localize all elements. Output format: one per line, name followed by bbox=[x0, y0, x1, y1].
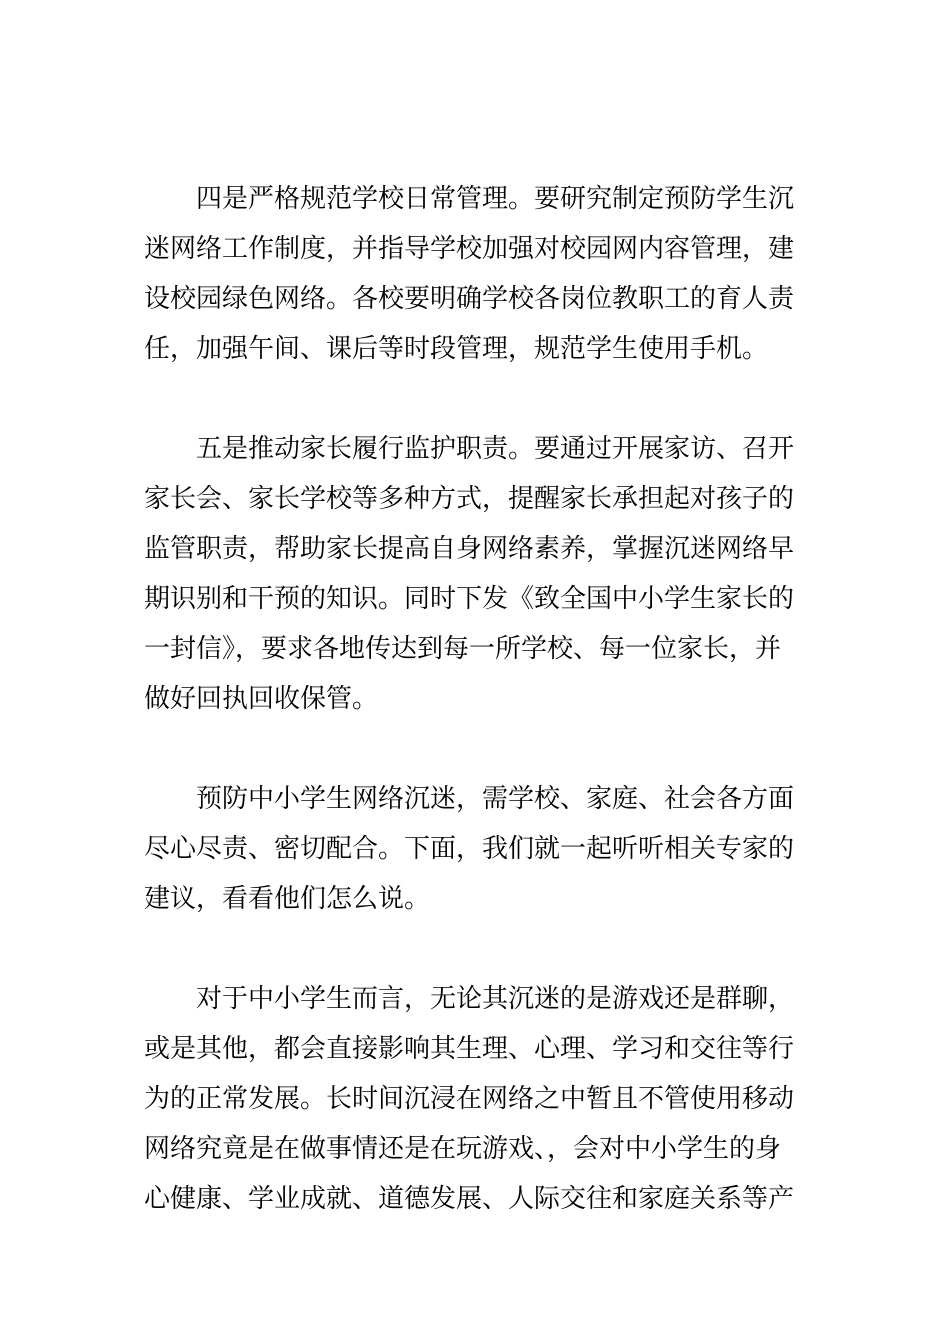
paragraph-line: 为的正常发展。长时间沉浸在网络之中暂且不管使用移动 bbox=[144, 1084, 795, 1114]
paragraph-line: 网络究竟是在做事情还是在玩游戏、，会对中小学生的身 bbox=[144, 1134, 782, 1164]
paragraph-line: 迷网络工作制度，并指导学校加强对校园网内容管理，建 bbox=[144, 234, 795, 264]
paragraph-line: 或是其他，都会直接影响其生理、心理、学习和交往等行 bbox=[144, 1034, 795, 1064]
paragraph-line: 尽心尽责、密切配合。下面，我们就一起听听相关专家的 bbox=[144, 834, 795, 864]
paragraph-line: 设校园绿色网络。各校要明确学校各岗位教职工的育人责 bbox=[144, 284, 795, 314]
paragraph-line: 四是严格规范学校日常管理。要研究制定预防学生沉 bbox=[196, 184, 795, 214]
paragraph-line: 建议，看看他们怎么说。 bbox=[144, 884, 431, 914]
paragraph-line: 任，加强午间、课后等时段管理，规范学生使用手机。 bbox=[144, 334, 769, 364]
paragraph-line: 预防中小学生网络沉迷，需学校、家庭、社会各方面 bbox=[196, 784, 795, 814]
paragraph-line: 五是推动家长履行监护职责。要通过开展家访、召开 bbox=[196, 434, 795, 464]
paragraph-line: 做好回执回收保管。 bbox=[144, 684, 379, 714]
paragraph-line: 对于中小学生而言，无论其沉迷的是游戏还是群聊， bbox=[196, 984, 795, 1014]
paragraph-line: 一封信》，要求各地传达到每一所学校、每一位家长，并 bbox=[144, 634, 782, 664]
paragraph-line: 监管职责，帮助家长提高自身网络素养，掌握沉迷网络早 bbox=[144, 534, 795, 564]
paragraph-line: 期识别和干预的知识。同时下发《致全国中小学生家长的 bbox=[144, 584, 795, 614]
paragraph-line: 家长会、家长学校等多种方式，提醒家长承担起对孩子的 bbox=[144, 484, 795, 514]
paragraph-line: 心健康、学业成就、道德发展、人际交往和家庭关系等产 bbox=[144, 1184, 795, 1214]
